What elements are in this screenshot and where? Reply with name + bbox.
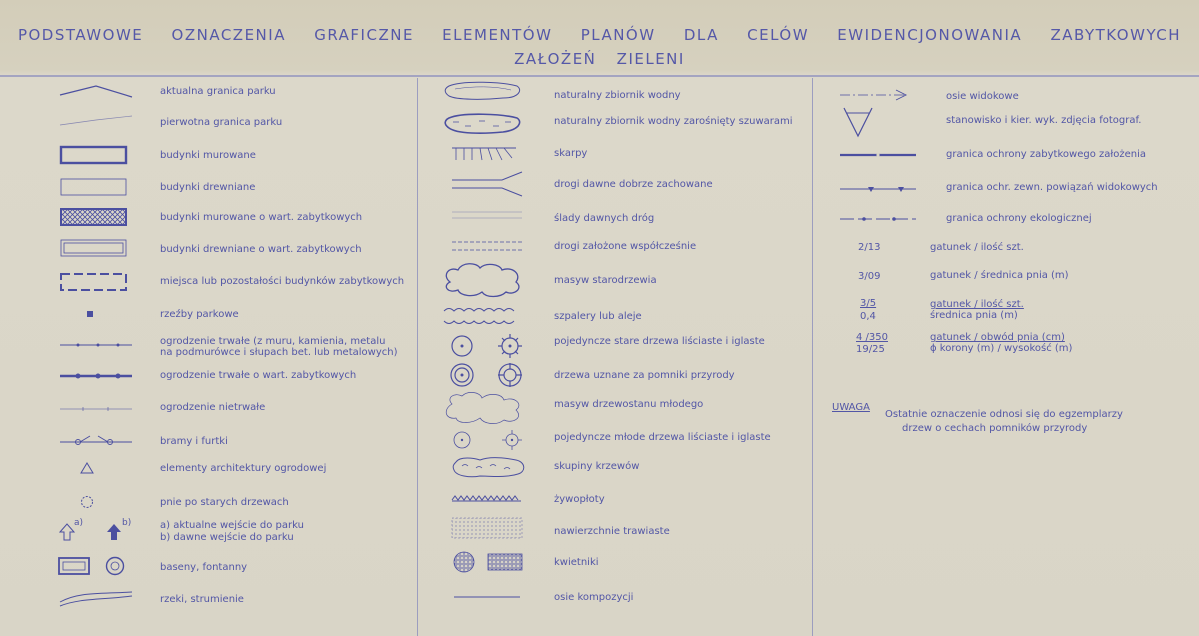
old-road-icon: [450, 170, 530, 200]
permanent-fence-icon: [58, 340, 138, 350]
col3-label-8: gatunek / obwód pnia (cm): [930, 332, 1065, 343]
col2-label-8: pojedyncze stare drzewa liściaste i iglaste: [554, 336, 765, 347]
entrance-mark-a: a): [74, 518, 84, 528]
river-icon: [58, 588, 138, 608]
entrance-mark-b: b): [122, 518, 132, 528]
park-entrance-icon: [56, 520, 146, 544]
gate-icon: [58, 433, 138, 449]
flowerbed-icon: [450, 550, 530, 576]
col3-code-8: 4 /350: [856, 332, 888, 343]
col3-label-5: gatunek / ilość szt.: [930, 242, 1024, 253]
col2-label-6: masyw starodrzewia: [554, 275, 657, 286]
col3-label-3: granica ochr. zewn. powiązań widokowych: [946, 182, 1158, 193]
col1-label-7: rzeźby parkowe: [160, 309, 239, 320]
current-park-boundary-icon: [58, 82, 138, 102]
header-rule: [0, 75, 1199, 77]
masonry-building-icon: [60, 145, 130, 167]
garden-architecture-icon: [80, 461, 96, 475]
alley-icon: [440, 305, 530, 327]
col3-code-5: 2/13: [858, 242, 881, 253]
wooden-building-icon: [60, 177, 130, 199]
col2-label-4: ślady dawnych dróg: [554, 213, 655, 224]
col1-label-3: budynki drewniane: [160, 182, 256, 193]
column-divider-2: [812, 78, 813, 636]
col2-label-15: kwietniki: [554, 557, 599, 568]
col2-label-13: żywopłoty: [554, 494, 605, 505]
col3-code-7b: 0,4: [860, 311, 876, 322]
col1-label-1: pierwotna granica parku: [160, 117, 283, 128]
pool-fountain-icon: [58, 556, 138, 578]
col2-label-7: szpalery lub aleje: [554, 311, 642, 322]
col3-code-6: 3/09: [858, 271, 881, 282]
col2-label-3: drogi dawne dobrze zachowane: [554, 179, 713, 190]
col1-label-12: elementy architektury ogrodowej: [160, 463, 327, 474]
composition-axis-icon: [450, 592, 530, 602]
col3-label-1: stanowisko i kier. wyk. zdjęcia fotograf.: [946, 115, 1142, 126]
single-old-trees-icon: [450, 332, 530, 360]
monument-tree-icon: [450, 360, 530, 390]
col3-label-0: osie widokowe: [946, 91, 1019, 102]
col1-label-15: baseny, fontanny: [160, 562, 248, 573]
col2-label-10: masyw drzewostanu młodego: [554, 399, 704, 410]
grass-surface-icon: [450, 516, 530, 542]
historic-fence-icon: [58, 371, 138, 381]
col1-label-14b: b) dawne wejście do parku: [160, 532, 294, 543]
col1-label-5: budynki drewniane o wart. zabytkowych: [160, 244, 362, 255]
col1-label-11: bramy i furtki: [160, 436, 228, 447]
col2-label-12: skupiny krzewów: [554, 461, 640, 472]
overgrown-pond-icon: [443, 112, 523, 136]
single-young-trees-icon: [450, 428, 530, 452]
title-line-1: PODSTAWOWE OZNACZENIA GRAFICZNE ELEMENTÓW PLANÓW DLA CELÓW EWIDENCJONOWANIA ZABYTKOWYCH: [17, 26, 1182, 44]
col3-label-7b: średnica pnia (m): [930, 310, 1018, 321]
col2-label-0: naturalny zbiornik wodny: [554, 90, 681, 101]
historic-masonry-building-icon: [60, 207, 130, 229]
photo-position-icon: [840, 104, 880, 140]
note-line-1: Ostatnie oznaczenie odnosi się do egzemplarzy: [885, 409, 1123, 420]
col1-label-9: ogrodzenie trwałe o wart. zabytkowych: [160, 370, 357, 381]
col3-label-2: granica ochrony zabytkowego założenia: [946, 149, 1146, 160]
col1-label-0: aktualna granica parku: [160, 86, 276, 97]
note-line-2: drzew o cechach pomników przyrody: [902, 423, 1088, 434]
temporary-fence-icon: [58, 404, 138, 414]
col1-label-8: ogrodzenie trwałe (z muru, kamienia, metalu: [160, 336, 386, 347]
col2-label-1: naturalny zbiornik wodny zarośnięty szuwarami: [554, 116, 793, 127]
heritage-protection-boundary-icon: [838, 150, 924, 160]
col2-label-5: drogi założone współcześnie: [554, 241, 697, 252]
col1-label-10: ogrodzenie nietrwałe: [160, 402, 266, 413]
natural-pond-icon: [443, 80, 523, 102]
col3-code-7: 3/5: [860, 298, 877, 309]
slope-icon: [450, 144, 530, 164]
col3-code-8b: 19/25: [856, 344, 885, 355]
col2-label-11: pojedyncze młode drzewa liściaste i iglaste: [554, 432, 771, 443]
col3-label-7: gatunek / ilość szt.: [930, 299, 1024, 310]
col1-label-6: miejsca lub pozostałości budynków zabytkowych: [160, 276, 405, 287]
col1-label-2: budynki murowane: [160, 150, 256, 161]
young-tree-stand-icon: [440, 390, 530, 428]
hedge-icon: [450, 492, 530, 506]
title-line-2: ZAŁOŻEŃ ZIELENI: [514, 50, 685, 68]
col1-label-14: a) aktualne wejście do parku: [160, 520, 304, 531]
col1-label-13: pnie po starych drzewach: [160, 497, 289, 508]
col3-label-4: granica ochrony ekologicznej: [946, 213, 1092, 224]
view-protection-boundary-icon: [838, 183, 924, 195]
ecological-protection-boundary-icon: [838, 214, 924, 224]
col1-label-4: budynki murowane o wart. zabytkowych: [160, 212, 363, 223]
col2-label-16: osie kompozycji: [554, 592, 634, 603]
col2-label-9: drzewa uznane za pomniki przyrody: [554, 370, 735, 381]
old-tree-stand-icon: [440, 262, 530, 298]
col3-label-8b: ϕ korony (m) / wysokość (m): [930, 343, 1073, 354]
original-park-boundary-icon: [58, 112, 138, 132]
modern-road-icon: [450, 238, 530, 254]
historic-wooden-building-icon: [60, 238, 130, 260]
tree-stump-icon: [79, 494, 95, 510]
col1-label-16: rzeki, strumienie: [160, 594, 244, 605]
col3-label-6: gatunek / średnica pnia (m): [930, 270, 1069, 281]
shrub-group-icon: [450, 454, 530, 480]
col1-label-8b: na podmurówce i słupach bet. lub metalowych): [160, 347, 398, 358]
sculpture-icon: [86, 310, 96, 320]
col2-label-14: nawierzchnie trawiaste: [554, 526, 670, 537]
note-heading: UWAGA: [832, 402, 870, 413]
col2-label-2: skarpy: [554, 148, 588, 159]
column-divider-1: [417, 78, 418, 636]
road-traces-icon: [450, 208, 530, 222]
building-remains-icon: [60, 272, 130, 294]
view-axis-icon: [838, 88, 918, 102]
